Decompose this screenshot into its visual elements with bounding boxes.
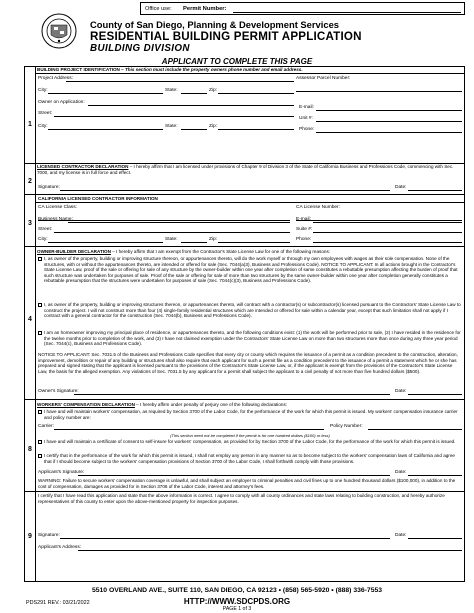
owner-email-label: E-mail: bbox=[299, 105, 314, 110]
section-1-heading: BUILDING PROJECT IDENTIFICATION bbox=[37, 67, 120, 72]
project-address-label: Project Address: bbox=[38, 76, 73, 81]
carrier-label: Carrier: bbox=[38, 424, 54, 429]
workers-comp-option-3-text: I certify that in the performance of the work for which this permit is issued, I shall not employ any person in any manner so as to become subject to the workers' compensation laws of California and agree that if I should become subject to the workers' compensation provisions of Section 3700 of the Labor Code, I shall forthwith comply with those provisions. bbox=[44, 453, 455, 464]
contractor-email-field[interactable] bbox=[313, 216, 462, 223]
owner-zip-field[interactable] bbox=[218, 123, 294, 130]
applicant-signature-field[interactable] bbox=[78, 469, 390, 476]
final-signature-field[interactable] bbox=[60, 532, 390, 539]
contractor-suite-label: Suite #: bbox=[296, 227, 313, 232]
county-title: County of San Diego, Planning & Development Services bbox=[90, 19, 340, 30]
project-city-label: City: bbox=[38, 88, 48, 93]
section-4-intro: OWNER-BUILDER DECLARATION – I hereby affirm that I am exempt from the Contractor's State License Law for one of the following reasons: bbox=[37, 249, 331, 254]
owner-phone-field[interactable] bbox=[316, 126, 462, 133]
owner-builder-option-2-checkbox[interactable] bbox=[38, 303, 42, 307]
owner-street-label: Street: bbox=[38, 111, 53, 116]
contractor-city-label: City: bbox=[38, 237, 48, 242]
county-seal-icon bbox=[41, 13, 77, 49]
footer-url: HTTP://WWW.SDCPDS.ORG bbox=[183, 597, 291, 606]
policy-number-field[interactable] bbox=[368, 423, 462, 430]
business-name-label: Business Name: bbox=[38, 217, 73, 222]
applicant-address-label: Applicant's Address: bbox=[38, 545, 82, 550]
contractor-date-label: Date: bbox=[395, 185, 407, 190]
assessor-parcel-field[interactable] bbox=[296, 85, 462, 92]
assessor-parcel-label: Assessor Parcel Number: bbox=[296, 76, 351, 81]
final-date-field[interactable] bbox=[408, 532, 462, 539]
owner-signature-label: Owner's Signature: bbox=[38, 389, 79, 394]
contractor-suite-field[interactable] bbox=[313, 226, 462, 233]
project-address-field[interactable] bbox=[66, 75, 294, 82]
project-city-field[interactable] bbox=[48, 87, 163, 94]
contractor-signature-label: Signature: bbox=[38, 185, 60, 190]
policy-number-label: Policy Number: bbox=[330, 424, 363, 429]
project-zip-field[interactable] bbox=[218, 87, 294, 94]
contractor-phone-field[interactable] bbox=[313, 236, 462, 243]
owner-builder-option-1-text: I, as owner of the property, building or improving structure thereon, or appurtenances thereto, will do the work myself or through my own employees with wages as their sole compensation. None of the structures, with or without the appurtenances thereto, are intended or offered for sale (Sec. 7044(a)3), Business and Professions Code). NOTICE TO APPLICANT: In all actions brought in the Contractor's State License Law, proof of the sale or offering for sale of any structure by the owner-builder within one year after completion of same constitutes a rebuttable presumption affecting the burden of proof that such structure was undertaken for purposes of sale. Proof of the sale or offering for sale of more than two structures by the same owner-builder within one year after completion generally constitutes a rebuttable presumption that the structures were undertaken for purposes of sale (Sec. 7044(c)(3), Business and Professions Code). bbox=[44, 256, 458, 284]
form-id: PDS291 REV.: 03/21/2022 bbox=[26, 600, 90, 606]
section-4-number: 4 bbox=[28, 316, 32, 323]
owner-date-label: Date: bbox=[395, 389, 407, 394]
section-1-number: 1 bbox=[28, 121, 32, 128]
workers-comp-warning: WARNING: Failure to secure workers' compensation coverage is unlawful, and shall subject an employer to criminal penalties and civil fines up to one hundred thousand dollars ($100,000), in addition to the cost of compensation, damages as provided for in Section 3706 of the Labor Code, interest and attorney's fees. bbox=[38, 478, 456, 489]
section-8-intro: WORKERS' COMPENSATION DECLARATION – I hereby affirm under penalty of perjury one of the following declarations: bbox=[37, 402, 288, 407]
business-name-field[interactable] bbox=[68, 216, 290, 223]
owner-builder-notice-text: NOTICE TO APPLICANT: Sec. 7031.5 of the Business and Professions Code specifies that every city or county which requires the issuance of a permit as a condition precedent to the construction, alteration, improvement, demolition or repair of any building or structures shall also require that each applicant for such a permit file as a condition precedent to the issuance of a permit a statement which he or she has prepared and signed stating that the applicant is licensed pursuant to the provisions of the Contractor's State License Law, or, if the applicant is exempt from the provisions of the Contractor's State License Law, the basis for the alleged exemption. Any violations of Sec. 7031.5 by any applicant for a permit shall subject the applicant to a civil penalty of not more than five hundred dollars ($500). bbox=[38, 352, 458, 374]
permit-number-label: Permit Number: bbox=[183, 6, 227, 12]
ca-license-class-label: CA License Class: bbox=[38, 205, 77, 210]
contractor-zip-field[interactable] bbox=[218, 236, 290, 243]
applicant-signature-label: Applicant's Signature: bbox=[38, 470, 85, 475]
owner-email-field[interactable] bbox=[316, 104, 462, 111]
owner-label: Owner on Application: bbox=[38, 100, 85, 105]
division-title: BUILDING DIVISION bbox=[90, 43, 190, 54]
owner-state-field[interactable] bbox=[181, 123, 207, 130]
office-use-label: Office use: bbox=[145, 6, 172, 12]
office-use-box bbox=[140, 2, 465, 15]
contractor-street-field[interactable] bbox=[54, 226, 290, 233]
section-2-heading: LICENSED CONTRACTOR DECLARATION bbox=[37, 164, 129, 169]
section-3-number: 3 bbox=[28, 220, 32, 227]
owner-zip-label: Zip: bbox=[209, 124, 217, 129]
section-1-heading-note: – This section must include the property owners phone number and email address. bbox=[119, 67, 303, 72]
contractor-signature-field[interactable] bbox=[60, 184, 390, 191]
contractor-city-field[interactable] bbox=[48, 236, 163, 243]
applicant-address-field[interactable] bbox=[78, 544, 462, 551]
section-9-number: 9 bbox=[28, 533, 32, 540]
owner-builder-option-3-text: I am an homeowner improving my principal place of residence, or appurtenances thereto, and the following conditions exist: (1) the work will be performed prior to sale, (2) I have resided in the residence for the twelve months prior to completion of the work, and (3) I have not claimed exemption under the Contractors' State License Law on more than two structures more than once during any three year period (Sec. 7044(c), Business and Professions Code). bbox=[44, 330, 461, 347]
contractor-phone-label: Phone: bbox=[296, 237, 312, 242]
owner-phone-label: Phone: bbox=[299, 127, 315, 132]
section-8-heading: WORKERS' COMPENSATION DECLARATION bbox=[37, 402, 135, 407]
workers-comp-option-1-checkbox[interactable] bbox=[38, 410, 42, 414]
owner-date-field[interactable] bbox=[408, 388, 462, 395]
final-date-label: Date: bbox=[395, 533, 407, 538]
section-1-heading-row bbox=[37, 67, 303, 72]
section-3-heading: CALIFORNIA LICENSED CONTRACTOR INFORMATION bbox=[38, 196, 158, 201]
workers-comp-option-2-checkbox[interactable] bbox=[38, 440, 42, 444]
section-2-number: 2 bbox=[28, 178, 32, 185]
owner-signature-field[interactable] bbox=[74, 388, 390, 395]
workers-comp-option-1-text: I have and will maintain workers' compensation, as required by Section 3700 of the Labor Code, for the performance of the work for which this permit is issued. My workers' compensation insurance carrier and policy number are: bbox=[44, 409, 458, 420]
permit-number-field[interactable] bbox=[233, 12, 461, 13]
final-signature-label: Signature: bbox=[38, 533, 60, 538]
section-2-text: LICENSED CONTRACTOR DECLARATION – I hereby affirm that I am licensed under provisions of Chapter 9 of Division 3 of the State of California Business and Professions Code, commencing with Sec. 7000, and my license is in full force and effect. bbox=[37, 164, 454, 175]
section-4-heading: OWNER-BUILDER DECLARATION bbox=[37, 249, 111, 254]
applicant-date-label: Date: bbox=[395, 470, 407, 475]
page-number: PAGE 1 of 3 bbox=[222, 606, 252, 612]
workers-comp-exemption-note: (This section need not be completed if the permit is for one hundred dollars ($100) or less) bbox=[170, 433, 330, 438]
form-title: RESIDENTIAL BUILDING PERMIT APPLICATION bbox=[90, 30, 362, 43]
form-frame bbox=[24, 66, 465, 582]
section-8-number: 8 bbox=[28, 446, 32, 453]
workers-comp-option-2-text: I have and will maintain a certificate of consent to self-insure for workers' compensation, as provided for by Section 3700 of the Labor Code, for the performance of the work for which this permit is issued. bbox=[44, 439, 456, 444]
contractor-email-label: E-mail: bbox=[296, 217, 311, 222]
project-state-field[interactable] bbox=[181, 87, 207, 94]
contractor-street-label: Street: bbox=[38, 227, 53, 232]
carrier-field[interactable] bbox=[54, 423, 324, 430]
applicant-banner: APPLICANT TO COMPLETE THIS PAGE bbox=[161, 57, 313, 66]
owner-unit-label: Unit #: bbox=[299, 116, 313, 121]
workers-comp-option-3-checkbox[interactable] bbox=[38, 454, 42, 458]
project-zip-label: Zip: bbox=[209, 88, 217, 93]
ca-license-number-label: CA License Number: bbox=[296, 205, 340, 210]
owner-unit-field[interactable] bbox=[316, 115, 462, 122]
contractor-zip-label: Zip: bbox=[209, 237, 217, 242]
owner-builder-option-3-checkbox[interactable] bbox=[38, 331, 42, 335]
project-state-label: State: bbox=[165, 88, 178, 93]
owner-state-label: State: bbox=[165, 124, 178, 129]
owner-street-field[interactable] bbox=[54, 110, 294, 117]
owner-builder-option-1-checkbox[interactable] bbox=[38, 257, 42, 261]
contractor-date-field[interactable] bbox=[408, 184, 462, 191]
owner-city-label: City: bbox=[38, 124, 48, 129]
section-9-certification: I certify that I have read this application and state that the above information is correct. I agree to comply with all county ordinances and state laws relating to building construction, and hereby authorize representatives of this county to enter upon the above-mentioned property for inspection purposes. bbox=[38, 493, 445, 504]
footer-address: 5510 OVERLAND AVE., SUITE 110, SAN DIEGO, CA 92123 • (858) 565-5920 • (888) 336-7553 bbox=[91, 587, 383, 594]
number-column-divider bbox=[35, 66, 36, 582]
owner-builder-option-2-text: I, as owner of the property, building or improving structures thereon, or appurtenances thereto, will contract with a contractor(s) or subcontractor(s) licensed pursuant to the Contractors' State License Law to construct the project. I will not construct more than four (4) single-family residential structures which are intended or offered for sale within a calendar year, except that such limitation shall not apply if I contract with a general contractor for the construction (Sec. 7044(b), Business and Professions Code). bbox=[44, 302, 461, 319]
owner-field[interactable] bbox=[88, 99, 294, 106]
applicant-date-field[interactable] bbox=[408, 469, 462, 476]
contractor-state-label: State: bbox=[165, 237, 178, 242]
contractor-state-field[interactable] bbox=[181, 236, 207, 243]
owner-city-field[interactable] bbox=[48, 123, 163, 130]
